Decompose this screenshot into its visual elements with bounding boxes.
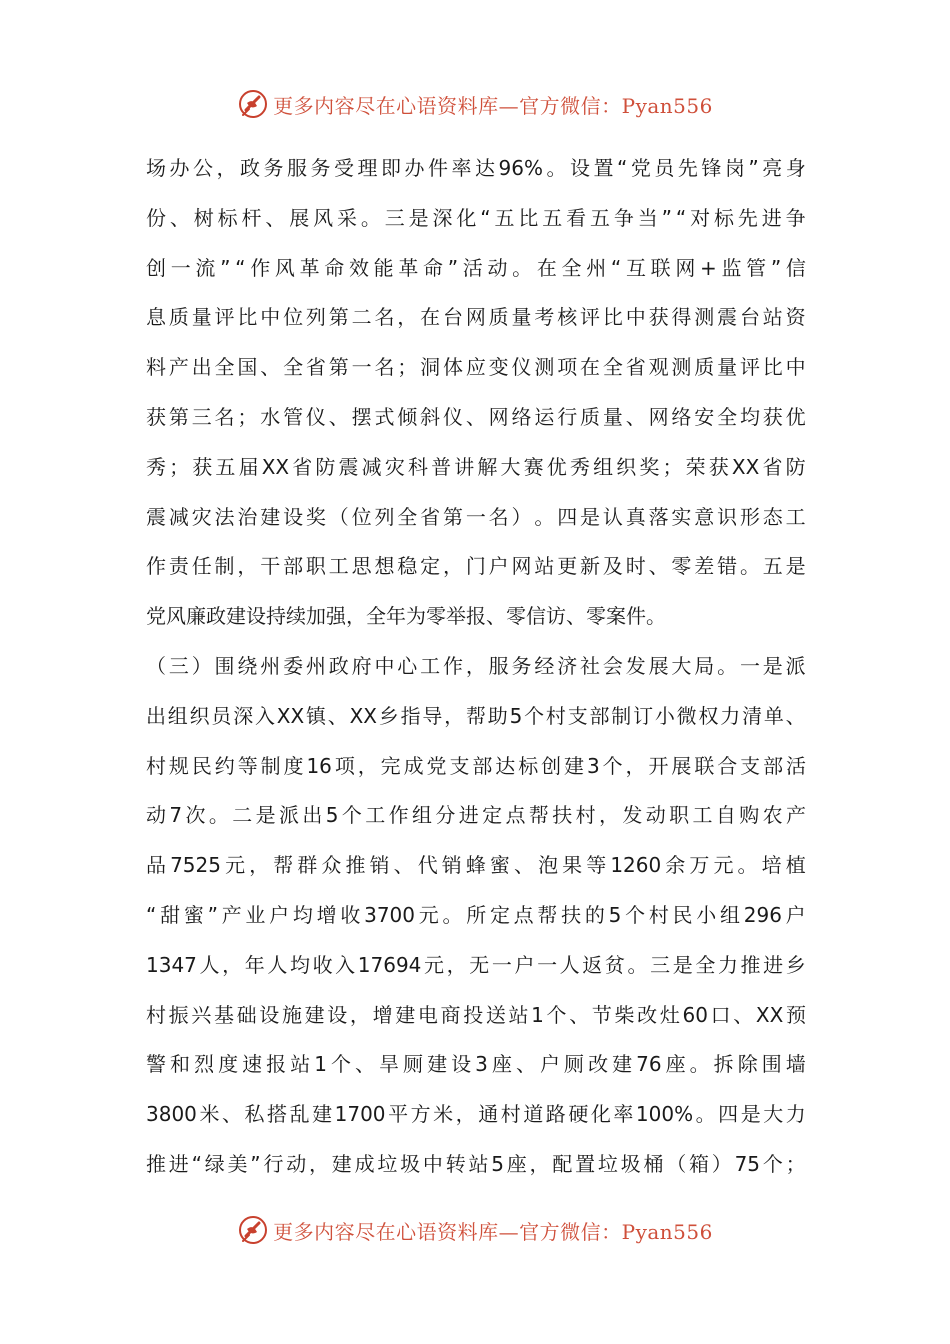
text-line: 动 7 次 。 二 是 派 出 5 个 工 作 组 分 进 定 点 帮 扶 村 ， 发 动 职 工 自 购 农 产 [146, 803, 806, 828]
watermark-text: 更多内容尽在心语资料库—官方微信：Pyan556 [273, 1219, 713, 1244]
text-line: 料 产 出 全 国 、 全 省 第 一 名 ； 洞 体 应 变 仪 测 项 在 全 省 观 测 质 量 评 比 中 [146, 355, 806, 380]
text-line: 秀 ； 获 五 届 XX 省 防 震 减 灾 科 普 讲 解 大 赛 优 秀 组 织 奖 ； 荣 获 XX 省 防 [146, 454, 806, 479]
text-line: 震 减 灾 法 治 建 设 奖 （ 位 列 全 省 第 一 名 ） 。 四 是 认 真 落 实 意 识 形 态 工 [146, 504, 806, 529]
document-body [146, 144, 806, 1190]
text-line: 推 进 “ 绿 美 ” 行 动 ， 建 成 垃 圾 中 转 站 5 座 ， 配 置 垃 圾 桶 （ 箱 ） 75 个 ； [146, 1151, 806, 1176]
footer-watermark [0, 1210, 950, 1250]
text-line: 3800 米 、 私 搭 乱 建 1700 平 方 米 ， 通 村 道 路 硬 化 率 100% 。 四 是 大 力 [146, 1102, 806, 1127]
text-line: 1347 人 ， 年 人 均 收 入 17694 元 ， 无 一 户 一 人 返 贫 。 三 是 全 力 推 进 乡 [146, 952, 806, 977]
watermark-text: 更多内容尽在心语资料库—官方微信：Pyan556 [273, 93, 713, 118]
text-line: 品 7525 元 ， 帮 群 众 推 销 、 代 销 蜂 蜜 、 泡 果 等 1260 余 万 元 。 培 植 [146, 853, 806, 878]
text-line: 份 、 树 标 杆 、 展 风 采 。 三 是 深 化 “ 五 比 五 看 五 争 当 ” “ 对 标 先 进 争 [146, 205, 806, 230]
text-line: 警 和 烈 度 速 报 站 1 个 、 旱 厕 建 设 3 座 、 户 厕 改 建 76 座 。 拆 除 围 墙 [146, 1052, 806, 1077]
text-line: 息 质 量 评 比 中 位 列 第 二 名 ， 在 台 网 质 量 考 核 评 比 中 获 得 测 震 台 站 资 [146, 305, 806, 330]
text-line: 村 振 兴 基 础 设 施 建 设 ， 增 建 电 商 投 送 站 1 个 、 节 柴 改 灶 60 口 、 XX 预 [146, 1002, 806, 1027]
text-line: （ 三 ） 围 绕 州 委 州 政 府 中 心 工 作 ， 服 务 经 济 社 会 发 展 大 局 。 一 是 派 [146, 653, 806, 678]
text-line: 出 组 织 员 深 入 XX 镇 、 XX 乡 指 导 ， 帮 助 5 个 村 支 部 制 订 小 微 权 力 清 单 、 [146, 703, 806, 728]
text-line: 村 规 民 约 等 制 度 16 项 ， 完 成 党 支 部 达 标 创 建 3 个 ， 开 展 联 合 支 部 活 [146, 753, 806, 778]
text-line: 获 第 三 名 ； 水 管 仪 、 摆 式 倾 斜 仪 、 网 络 运 行 质 量 、 网 络 安 全 均 获 优 [146, 404, 806, 429]
header-watermark [0, 84, 950, 124]
logo-icon [237, 88, 269, 120]
text-line: 党风廉政建设持续加强，全年为零举报、零信访、零案件。 [146, 604, 666, 629]
text-line: 作 责 任 制 ， 干 部 职 工 思 想 稳 定 ， 门 户 网 站 更 新 及 时 、 零 差 错 。 五 是 [146, 554, 806, 579]
logo-icon [237, 1214, 269, 1246]
text-line: 创 一 流 ” “ 作 风 革 命 效 能 革 命 ” 活 动 。 在 全 州 “ 互 联 网 + 监 管 ” 信 [146, 255, 806, 280]
text-line: “ 甜 蜜 ” 产 业 户 均 增 收 3700 元 。 所 定 点 帮 扶 的 5 个 村 民 小 组 296 户 [146, 902, 806, 927]
text-line: 场 办 公 ， 政 务 服 务 受 理 即 办 件 率 达 96% 。 设 置 “ 党 员 先 锋 岗 ” 亮 身 [146, 156, 806, 180]
